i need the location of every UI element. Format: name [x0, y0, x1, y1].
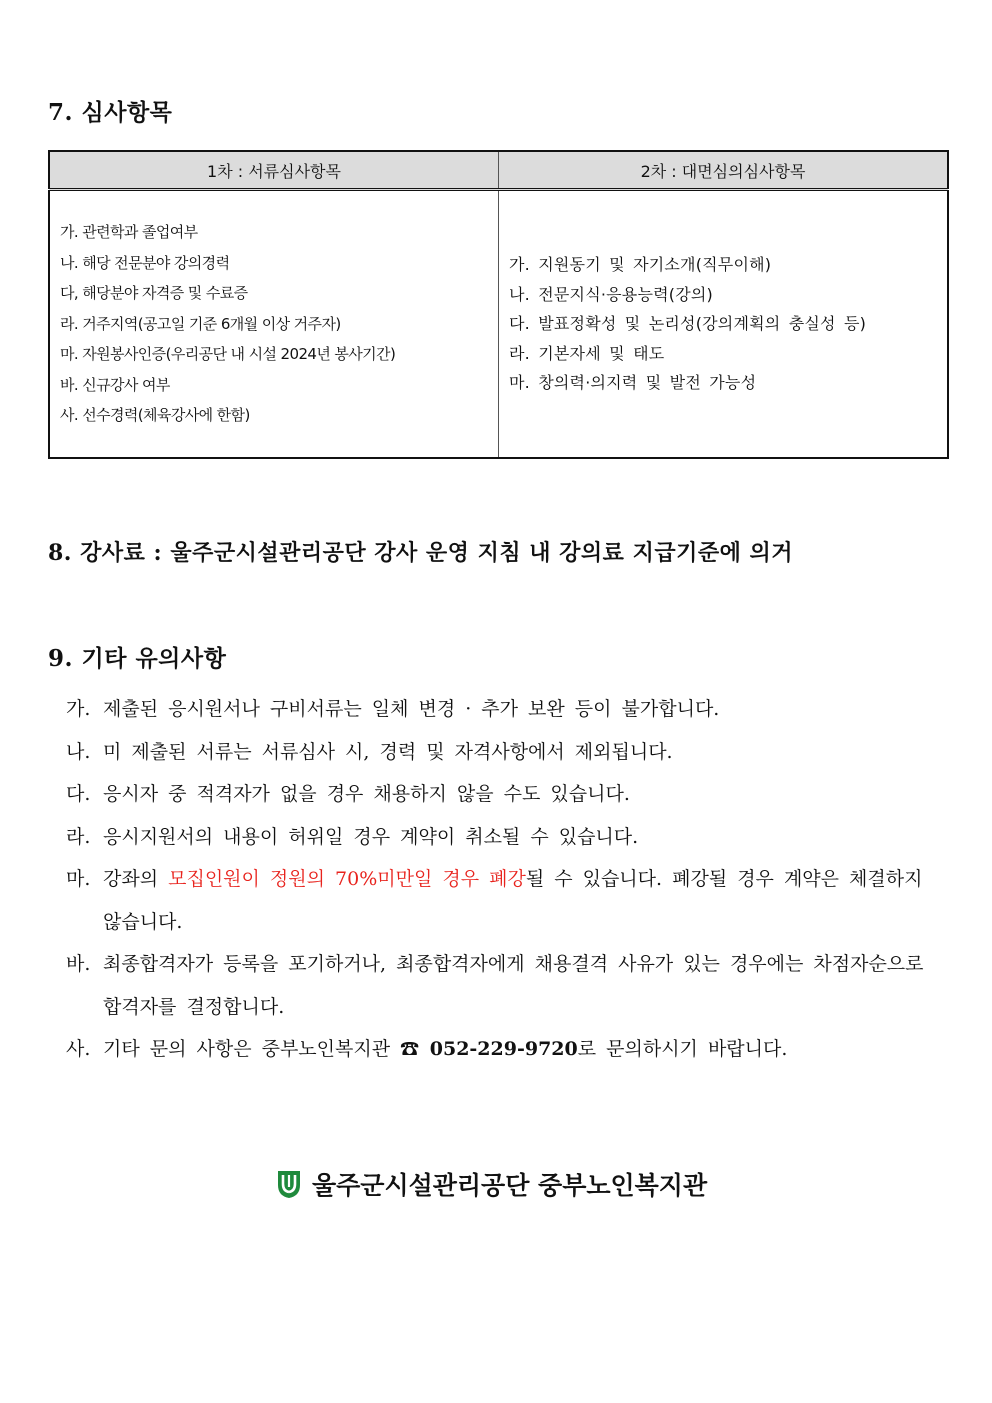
note-text: 최종합격자가 등록을 포기하거나, 최종합격자에게 채용결격 사유가 있는 경우에는 차점자순으로 합격자를 결정합니다.: [103, 953, 924, 1018]
note-marker: 바.: [66, 953, 91, 975]
section-9-title: 9. 기타 유의사항: [48, 645, 227, 672]
note-text: 응시자 중 적격자가 없을 경우 채용하지 않을 수도 있습니다.: [103, 783, 630, 805]
phone-icon: ☎: [400, 1038, 420, 1060]
org-logo-icon: [276, 1169, 302, 1199]
note-marker: 사.: [66, 1038, 91, 1060]
note-marker: 다.: [66, 783, 91, 805]
note-item: [66, 773, 946, 816]
note-item: [66, 1028, 946, 1071]
list-item: 마. 창의력·의지력 및 발전 가능성: [509, 373, 757, 393]
review-items-table: [48, 150, 949, 459]
note-marker: 가.: [66, 698, 91, 720]
list-item: 다. 발표정확성 및 논리성(강의계획의 충실성 등): [509, 314, 867, 334]
list-item: 사. 선수경력(체육강사에 한함): [60, 406, 250, 425]
note-text: 제출된 응시원서나 구비서류는 일체 변경 · 추가 보완 등이 불가합니다.: [103, 698, 720, 720]
note-text-post: 될 수 있습니다. 폐강될 경우 계약은 체결하지 않습니다.: [103, 868, 923, 933]
note-text: [103, 1028, 946, 1071]
note-marker: 마.: [66, 868, 91, 890]
list-item: 나. 전문지식·응용능력(강의): [509, 284, 713, 304]
org-name: 울주군시설관리공단 중부노인복지관: [312, 1171, 708, 1200]
section-7-title: 7. 심사항목: [48, 99, 173, 126]
closure-condition-highlight: 모집인원이 정원의 70%미만일 경우 폐강: [168, 868, 526, 890]
list-item: 라. 거주지역(공고일 기준 6개월 이상 거주자): [60, 314, 341, 333]
note-item: [66, 816, 946, 859]
note-item: [66, 731, 946, 774]
note-text-post: 로 문의하시기 바랍니다.: [577, 1038, 788, 1060]
section-8-title: 8. 강사료 : 울주군시설관리공단 강사 운영 지침 내 강의료 지급기준에 의거: [48, 540, 793, 566]
list-item: 가. 관련학과 졸업여부: [60, 223, 198, 242]
note-item: [66, 688, 946, 731]
list-item: 가. 지원동기 및 자기소개(직무이해): [509, 255, 772, 275]
list-item: 라. 기본자세 및 태도: [509, 343, 665, 363]
col1-header: 1차 : 서류심사항목: [49, 151, 499, 190]
note-item: [66, 858, 946, 943]
footer: [276, 1166, 707, 1202]
list-item: 마. 자원봉사인증(우리공단 내 시설 2024년 봉사기간): [60, 345, 396, 364]
note-text-pre: 기타 문의 사항은 중부노인복지관: [103, 1038, 401, 1060]
note-text: 미 제출된 서류는 서류심사 시, 경력 및 자격사항에서 제외됩니다.: [103, 740, 673, 763]
note-text: 응시지원서의 내용이 허위일 경우 계약이 취소될 수 있습니다.: [103, 825, 639, 848]
list-item: 나. 해당 전문분야 강의경력: [60, 253, 230, 272]
document-review-list: [49, 190, 499, 459]
interview-review-list: [499, 190, 949, 459]
note-text-pre: 강좌의: [103, 868, 169, 890]
list-item: 바. 신규강사 여부: [60, 375, 170, 394]
phone-number: 052-229-9720: [419, 1038, 578, 1060]
note-text: [103, 858, 946, 943]
note-item: [66, 943, 946, 1028]
note-marker: 나.: [66, 740, 91, 763]
notes-list: [66, 688, 946, 1071]
list-item: 다, 해당분야 자격증 및 수료증: [60, 284, 248, 303]
note-marker: 라.: [66, 825, 91, 848]
col2-header: 2차 : 대면심의심사항목: [499, 151, 949, 190]
